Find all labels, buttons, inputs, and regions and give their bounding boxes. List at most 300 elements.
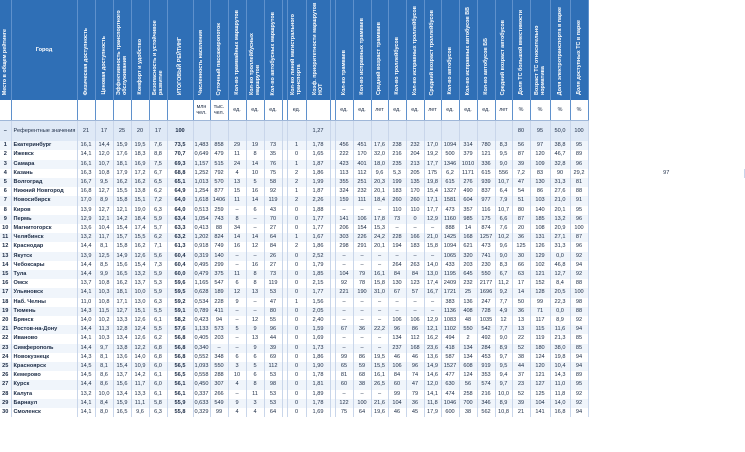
table-cell: 92 [335, 279, 353, 288]
table-cell: 70 [264, 215, 282, 224]
table-cell: 630 [441, 380, 459, 389]
table-row [0, 390, 745, 399]
table-row [0, 233, 745, 242]
table-cell: 6,2 [149, 334, 167, 343]
table-cell: 645 [459, 270, 477, 279]
table-cell: 1,81 [306, 380, 330, 389]
table-cell: 5,5 [149, 325, 167, 334]
table-cell: 58,2 [167, 316, 193, 325]
table-cell: 190 [353, 288, 371, 297]
table-cell: 81 [570, 178, 588, 187]
table-cell: 451 [353, 141, 371, 150]
table-cell: 570 [210, 178, 228, 187]
table-cell: 500 [441, 150, 459, 159]
table-cell: 0 [287, 380, 306, 389]
table-cell: 9,2 [495, 288, 512, 297]
table-cell: 411 [210, 307, 228, 316]
rank-cell: 7 [0, 196, 11, 205]
table-cell: 433 [441, 261, 459, 270]
city-name: Казань [11, 169, 77, 178]
table-cell: 985 [459, 215, 477, 224]
table-cell: 51 [512, 196, 530, 205]
table-cell: 6,4 [495, 187, 512, 196]
table-cell: 12,9 [424, 316, 441, 325]
table-cell: 123 [406, 279, 424, 288]
table-cell: – [246, 215, 264, 224]
city-name: Брянск [11, 316, 77, 325]
column-header-label: Средний возраст трамваев [376, 21, 383, 95]
table-cell: 65,1 [167, 178, 193, 187]
table-header-row [0, 0, 745, 100]
table-cell: 70,7 [167, 150, 193, 159]
table-cell: 1581 [441, 196, 459, 205]
table-cell: 477 [441, 371, 459, 380]
table-cell: 80 [264, 307, 282, 316]
table-cell: 11 [228, 150, 246, 159]
table-cell: 1,86 [306, 242, 330, 251]
table-cell: 1035 [477, 316, 495, 325]
city-name: Чебоксары [11, 261, 77, 270]
column-header [11, 0, 77, 100]
table-cell: 11,6 [550, 325, 570, 334]
table-cell: 1010 [459, 160, 477, 169]
table-cell: 6,3 [149, 298, 167, 307]
column-header [306, 0, 330, 100]
table-cell: 8,4 [550, 279, 570, 288]
table-cell: 17,0 [77, 196, 95, 205]
table-cell: 12,0 [95, 150, 113, 159]
table-cell: 0,918 [193, 242, 210, 251]
table-cell: 0,628 [193, 288, 210, 297]
table-cell: 9 [246, 325, 264, 334]
table-cell: 13,6 [77, 224, 95, 233]
table-cell: 264 [388, 261, 406, 270]
table-cell: 154 [353, 224, 371, 233]
table-cell: 303 [335, 233, 353, 242]
table-cell: 5,7 [149, 224, 167, 233]
table-cell: 55 [264, 316, 282, 325]
unit-cell [306, 100, 330, 121]
table-cell: 17,8 [371, 215, 388, 224]
table-cell: 96 [570, 215, 588, 224]
table-cell: 453 [477, 353, 495, 362]
table-row [0, 160, 745, 169]
table-cell: 12,8 [113, 325, 131, 334]
unit-cell: лет [424, 100, 441, 121]
column-header [459, 0, 477, 100]
table-cell: 27,1 [550, 233, 570, 242]
table-cell: 15 [228, 187, 246, 196]
table-cell: 36 [512, 307, 530, 316]
table-cell: 8,3 [495, 141, 512, 150]
unit-cell: % [570, 100, 588, 121]
table-cell: 0 [287, 316, 306, 325]
table-cell: 18,1 [113, 288, 131, 297]
table-row [0, 206, 745, 215]
city-name: Екатеринбург [11, 141, 77, 150]
table-cell: 5,5 [149, 307, 167, 316]
table-cell: 320 [459, 252, 477, 261]
table-cell: 10,2 [495, 233, 512, 242]
table-cell: 16,3 [77, 169, 95, 178]
table-cell: – [228, 316, 246, 325]
table-cell: 550 [459, 325, 477, 334]
table-cell: 479 [210, 150, 228, 159]
table-cell: 266 [210, 390, 228, 399]
table-cell: 0,558 [193, 371, 210, 380]
table-row [0, 408, 745, 417]
table-cell: 97 [530, 141, 550, 150]
table-cell: 1,67 [306, 233, 330, 242]
table-cell: – [335, 334, 353, 343]
rank-cell: 17 [0, 288, 11, 297]
table-cell: 5,3 [149, 279, 167, 288]
table-cell: 18,1 [113, 160, 131, 169]
table-cell: 5,9 [149, 270, 167, 279]
table-cell: 780 [477, 141, 495, 150]
unit-cell [131, 100, 149, 121]
table-cell: 7,6 [149, 141, 167, 150]
table-cell: 14 [459, 224, 477, 233]
table-cell: 57 [406, 288, 424, 297]
table-cell: 6,8 [149, 344, 167, 353]
reference-cell [477, 121, 495, 142]
table-cell: 1,77 [306, 224, 330, 233]
table-cell: 15,3 [371, 224, 388, 233]
table-cell: 11,7 [131, 380, 149, 389]
table-cell: 4 [228, 408, 246, 417]
column-header [113, 0, 131, 100]
table-cell: 379 [459, 150, 477, 159]
table-cell: 88 [570, 279, 588, 288]
table-cell: 9 [228, 399, 246, 408]
unit-cell: ед. [388, 100, 406, 121]
reference-cell [459, 121, 477, 142]
table-cell: 237 [388, 344, 406, 353]
table-cell: – [388, 307, 406, 316]
column-header [246, 0, 264, 100]
reference-cell: 20 [131, 121, 149, 142]
reference-row [0, 121, 745, 142]
table-cell: – [371, 307, 388, 316]
table-cell: 258 [459, 390, 477, 399]
table-cell: 94 [210, 316, 228, 325]
column-header-label: ИТОГОВЫЙ РЕЙТИНГ [176, 36, 183, 95]
table-cell: 4 [228, 169, 246, 178]
table-cell: 7,3 [149, 261, 167, 270]
table-cell: 919 [477, 362, 495, 371]
table-cell: 1,79 [306, 261, 330, 270]
table-cell: 6,2 [149, 233, 167, 242]
table-cell: 5,6 [149, 252, 167, 261]
table-cell: 0,340 [193, 344, 210, 353]
table-cell: 216 [388, 150, 406, 159]
table-cell: 96 [570, 242, 588, 251]
table-cell: 5,8 [149, 399, 167, 408]
table-cell: 8,4 [95, 399, 113, 408]
column-header-label: Город [35, 46, 53, 53]
reference-cell [441, 121, 459, 142]
table-cell: 1 [287, 233, 306, 242]
column-header-label: Доля доступных ТС в парке [575, 20, 582, 95]
table-cell: 6,0 [149, 380, 167, 389]
unit-cell [113, 100, 131, 121]
table-cell: 119 [264, 279, 282, 288]
table-cell: 7,2 [149, 196, 167, 205]
table-cell: – [371, 261, 388, 270]
column-header-label: Кол-во исправных автобусов ВВ [464, 6, 471, 95]
table-cell: 8,1 [95, 353, 113, 362]
table-cell: 87 [512, 215, 530, 224]
table-cell: 14,1 [77, 399, 95, 408]
table-cell: 9,0 [495, 252, 512, 261]
reference-cell [388, 121, 406, 142]
table-cell: 46 [388, 408, 406, 417]
table-cell: 14,4 [77, 242, 95, 251]
table-cell: 1,73 [306, 344, 330, 353]
rank-cell: 1 [0, 141, 11, 150]
table-cell: 11 [228, 196, 246, 205]
table-cell: 27 [264, 261, 282, 270]
column-header-label: Кол-во трамваев [340, 49, 347, 95]
column-header-label: Физическая доступность [82, 27, 89, 95]
unit-cell: ед. [228, 100, 246, 121]
table-cell: 213 [406, 160, 424, 169]
rank-cell: 18 [0, 298, 11, 307]
table-cell: – [335, 298, 353, 307]
table-cell: 14,5 [77, 362, 95, 371]
table-cell: 96 [264, 325, 282, 334]
table-cell: 53 [264, 399, 282, 408]
table-cell: 48 [459, 316, 477, 325]
table-cell: 10,0 [131, 288, 149, 297]
table-cell: 100 [353, 399, 371, 408]
column-header-label: Возраст ТС относительно норматива [533, 25, 546, 95]
table-cell: 136 [459, 298, 477, 307]
table-row [0, 344, 745, 353]
table-cell: 110 [406, 206, 424, 215]
table-cell: 8,9 [495, 399, 512, 408]
table-cell: 87 [512, 150, 530, 159]
rank-cell: 20 [0, 316, 11, 325]
table-cell: 1046 [441, 399, 459, 408]
table-cell: 14,1 [424, 390, 441, 399]
table-cell: 1094 [441, 242, 459, 251]
table-cell: 75 [264, 169, 282, 178]
table-cell: 18,3 [131, 150, 149, 159]
table-cell: 15,6 [113, 380, 131, 389]
table-cell: 12,7 [95, 187, 113, 196]
table-cell: 10,8 [95, 279, 113, 288]
unit-cell: % [512, 100, 530, 121]
table-cell: 18,4 [131, 215, 149, 224]
rank-cell: 30 [0, 408, 11, 417]
city-name: Наб. Челны [11, 298, 77, 307]
table-cell: 13,3 [113, 316, 131, 325]
table-cell: 5,9 [149, 215, 167, 224]
table-cell: 159 [335, 196, 353, 205]
table-cell: 121 [530, 371, 550, 380]
table-cell: 4 [246, 408, 264, 417]
table-cell: 456 [335, 141, 353, 150]
city-name: Волгоград [11, 178, 77, 187]
table-cell: 59,5 [167, 288, 193, 297]
table-cell: 14 [246, 233, 264, 242]
rank-cell: 28 [0, 390, 11, 399]
table-cell: 5 [246, 362, 264, 371]
table-cell: 12,9 [77, 215, 95, 224]
table-cell: 357 [459, 206, 477, 215]
table-cell: 10,0 [95, 390, 113, 399]
table-cell: 423 [335, 160, 353, 169]
table-cell: 129 [530, 252, 550, 261]
table-cell: 56,5 [167, 362, 193, 371]
table-cell: 858 [210, 141, 228, 150]
table-cell: 11,8 [424, 399, 441, 408]
table-cell: 11,7 [95, 233, 113, 242]
column-header-label: Суточный пассажиропоток [215, 22, 222, 95]
table-cell: 91 [570, 196, 588, 205]
table-cell: 355 [335, 178, 353, 187]
table-cell: 17,2 [131, 169, 149, 178]
table-cell: 106 [388, 362, 406, 371]
table-cell: 13,9 [77, 252, 95, 261]
table-cell: 20 [512, 224, 530, 233]
table-cell: 85 [570, 334, 588, 343]
table-cell: 99 [335, 353, 353, 362]
table-cell: 515 [210, 160, 228, 169]
table-cell: 66 [512, 261, 530, 270]
table-cell: 6,7 [495, 270, 512, 279]
city-name: Омск [11, 279, 77, 288]
table-cell: 1,252 [193, 169, 210, 178]
table-cell: 63,4 [167, 215, 193, 224]
table-cell: 89 [570, 150, 588, 159]
table-cell: 7,7 [495, 298, 512, 307]
table-cell: 9,0 [495, 334, 512, 343]
table-cell: 79 [406, 390, 424, 399]
table-row [0, 362, 745, 371]
table-cell: 383 [441, 298, 459, 307]
table-cell: 46,7 [550, 150, 570, 159]
table-cell: 348 [210, 353, 228, 362]
reference-cell: 100 [167, 121, 193, 142]
table-cell: 61,3 [167, 242, 193, 251]
table-row [0, 141, 745, 150]
table-cell: 9,5 [495, 362, 512, 371]
reference-cell [353, 121, 371, 142]
table-cell: 106 [353, 215, 371, 224]
table-cell: 324 [335, 187, 353, 196]
table-cell: 121 [477, 150, 495, 159]
table-cell: – [353, 298, 371, 307]
table-cell: 63 [512, 270, 530, 279]
table-cell: 71 [530, 307, 550, 316]
table-cell: 874 [477, 224, 495, 233]
table-cell: 17,9 [424, 408, 441, 417]
table-cell: 199 [388, 178, 406, 187]
table-cell: 6,8 [149, 353, 167, 362]
reference-cell: 17 [149, 121, 167, 142]
table-cell: 46,8 [550, 261, 570, 270]
city-name: Калуга [11, 390, 77, 399]
table-cell: 16 [246, 187, 264, 196]
table-cell: 6 [246, 371, 264, 380]
table-cell: 60,0 [167, 270, 193, 279]
city-name: Курск [11, 380, 77, 389]
table-cell: 6,0 [149, 362, 167, 371]
table-cell: 14,4 [77, 270, 95, 279]
table-cell: 2 [287, 242, 306, 251]
table-cell: 89 [570, 371, 588, 380]
table-cell: 15,1 [131, 196, 149, 205]
table-cell: 12 [495, 316, 512, 325]
column-header [228, 0, 246, 100]
column-header [406, 0, 424, 100]
reference-cell [406, 121, 424, 142]
table-cell: 98 [570, 298, 588, 307]
table-row [0, 215, 745, 224]
table-cell: 106 [406, 316, 424, 325]
column-header-label: Доля ТС большой вместимости [517, 10, 524, 95]
table-cell: 9,7 [495, 380, 512, 389]
table-cell: 60,4 [167, 261, 193, 270]
city-name: Ростов-на-Дону [11, 325, 77, 334]
table-cell: 116 [477, 206, 495, 215]
table-cell: 17,1 [424, 196, 441, 205]
reference-cell [228, 121, 246, 142]
table-cell: 288 [210, 371, 228, 380]
table-cell: 9,5 [95, 178, 113, 187]
table-cell: 16,5 [113, 270, 131, 279]
table-cell: 0,0 [550, 252, 570, 261]
table-cell: 96 [388, 325, 406, 334]
table-cell: 12,1 [113, 206, 131, 215]
table-cell: 15,8 [113, 242, 131, 251]
table-cell: 119 [264, 196, 282, 205]
table-cell: 74 [406, 371, 424, 380]
table-cell: 203 [459, 261, 477, 270]
table-cell: 134 [388, 334, 406, 343]
column-header-label: Кол-во троллейбусных маршрутов [248, 33, 261, 95]
table-cell: 494 [441, 334, 459, 343]
table-cell: 13,9 [77, 206, 95, 215]
table-cell: 8 [246, 150, 264, 159]
table-cell: 16,5 [113, 408, 131, 417]
table-cell: 16,7 [77, 178, 95, 187]
table-cell: 99 [530, 298, 550, 307]
table-cell: 0 [287, 344, 306, 353]
table-cell: 53 [264, 288, 282, 297]
table-cell: 276 [459, 178, 477, 187]
table-cell: 35 [264, 150, 282, 159]
table-cell: 104 [530, 399, 550, 408]
table-cell: 113 [335, 169, 353, 178]
table-row [0, 150, 745, 159]
table-cell: 15,4 [424, 187, 441, 196]
rank-cell: 6 [0, 187, 11, 196]
table-cell: 6,2 [149, 187, 167, 196]
table-cell: – [353, 252, 371, 261]
table-cell: 83 [530, 169, 550, 178]
table-cell: 64,0 [167, 196, 193, 205]
table-cell: 15,6 [113, 261, 131, 270]
table-cell: 15,9 [113, 141, 131, 150]
unit-cell [95, 100, 113, 121]
table-cell: 0,423 [193, 316, 210, 325]
table-cell: 17,4 [131, 224, 149, 233]
table-cell: 12,4 [131, 325, 149, 334]
